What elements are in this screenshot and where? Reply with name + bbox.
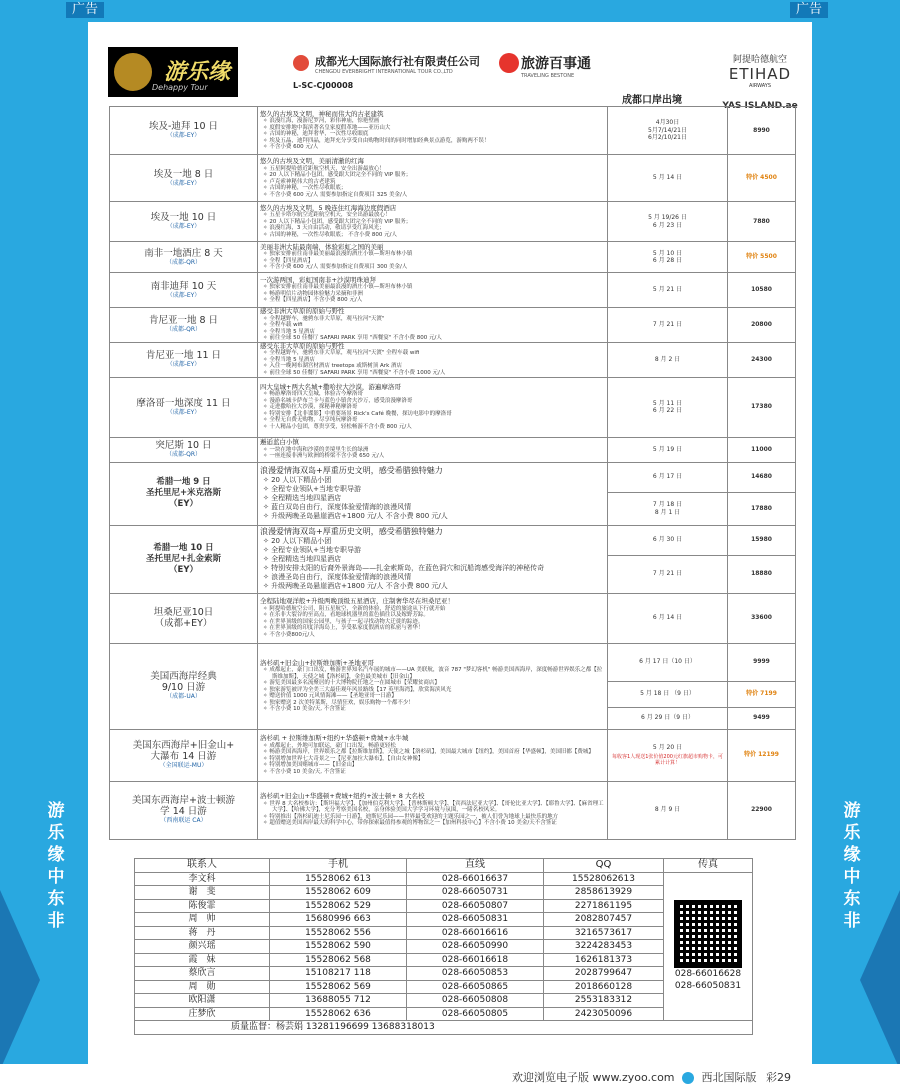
price: 7880 xyxy=(728,202,796,242)
license-number: L-SC-CJ00008 xyxy=(293,81,354,90)
airline-sub: AIRWAYS xyxy=(748,83,772,89)
route-name: 希腊一地 10 日 圣托里尼+扎金索斯 （EY） xyxy=(145,542,222,575)
route-feature: ✧ 不含小费 600 元/人 需要参加指定自费项目 300 美金/人 xyxy=(260,264,605,271)
route-name: 美国东西海岸+旧金山+ 大瀑布 14 日游 xyxy=(132,740,235,762)
route-title: 邂逅蓝白小镇 xyxy=(260,438,299,447)
route-name-cell[interactable] xyxy=(110,273,258,308)
route-feature: ✧ 独家游览被评为全美三大最佳观年风景路线【17 英里海湾】，欣赏海滨风光 xyxy=(260,687,605,694)
route-name: 美国西海岸经典 9/10 日游 xyxy=(150,671,217,693)
price: 11000 xyxy=(728,437,796,462)
departure-date: 8 月 2 日 xyxy=(608,342,728,377)
route-feature: ✧ 全程【四星酒店】 xyxy=(260,258,605,265)
contact-header-cell: 传真 xyxy=(664,859,753,873)
route-feature: ✧ 全程车载 wifi xyxy=(260,322,605,329)
departure-date: 5 月 14 日 xyxy=(608,155,728,202)
route-feature: ✧ 20 人以下精品小包团，感受跟大团完全不同的 VIP 服务； xyxy=(260,172,605,179)
price: 22900 xyxy=(728,781,796,839)
route-feature: ✧ 不含小费 10 美金/天, 不含签证 xyxy=(260,706,605,713)
company-name-en: CHENGDU EVERBRIGHT INTERNATIONAL TOUR CO.,LTD xyxy=(315,69,453,75)
route-feature: ✧ 一座连接非洲与欧洲的桥梁不含小费 650 元/人 xyxy=(260,453,605,460)
departure-date: 5 月 11 日 6 月 22 日 xyxy=(608,377,728,437)
price: 10580 xyxy=(728,273,796,308)
route-row xyxy=(110,643,796,681)
contact-header-cell: 直线 xyxy=(407,859,544,873)
route-feature: ✧ 独家赠送 2 次美特莱斯，尽情狂欢，娱乐购物一个都不少！ xyxy=(260,700,605,707)
route-desc xyxy=(258,525,608,593)
route-row xyxy=(110,308,796,343)
route-feature: ✧ 升级两晚圣岛悬崖酒店+1800 元/人 不含小费 800 元/人 xyxy=(260,582,605,591)
departure-date: 5 月 21 日 xyxy=(608,273,728,308)
contact-qq: 2018660128 xyxy=(544,980,664,994)
route-name: 肯尼亚一地 11 日 xyxy=(145,350,222,361)
route-name: 南非一地酒庄 8 天 xyxy=(144,247,223,259)
price: 18880 xyxy=(728,555,796,593)
contact-mobile: 15528062 613 xyxy=(270,872,407,886)
route-row xyxy=(110,462,796,492)
departure-date: 6 月 29 日（9 日） xyxy=(608,707,728,729)
route-row xyxy=(110,155,796,202)
brand-logo xyxy=(108,47,238,97)
departure-date: 7 月 21 日 xyxy=(608,308,728,343)
contact-phone: 028-66016618 xyxy=(407,953,544,967)
route-desc xyxy=(258,593,608,643)
route-feature: ✧ 不含小费 600 元/人 xyxy=(260,144,605,151)
footer xyxy=(0,1064,900,1087)
contact-name: 蒋 丹 xyxy=(135,926,270,940)
departure-date: 6 月 17 日 xyxy=(608,462,728,492)
footer-welcome: 欢迎浏览电子版 www.zyoo.com xyxy=(512,1071,675,1084)
contact-name: 李文科 xyxy=(135,872,270,886)
route-title: 浪漫爱情海双岛+厚重历史文明，感受希腊独特魅力 xyxy=(260,527,443,536)
brand-name: 游乐缘 xyxy=(164,60,231,85)
route-name: 美国东西海岸+波士顿游 学 14 日游 xyxy=(132,795,235,817)
route-code: （成都-QR） xyxy=(165,326,202,334)
contact-phone: 028-66016637 xyxy=(407,872,544,886)
route-title: 洛杉矶+旧金山+拉斯维加斯+圣地亚哥 xyxy=(260,658,374,667)
contact-qq: 2858613929 xyxy=(544,886,664,900)
contact-row xyxy=(135,913,753,927)
contact-name: 周 勋 xyxy=(135,980,270,994)
footer-edition: 西北国际版 xyxy=(701,1071,757,1084)
contact-phone: 028-66050865 xyxy=(407,980,544,994)
side-text-right: 游 乐 缘 中 东 非 xyxy=(843,801,861,931)
price: 33600 xyxy=(728,593,796,643)
contact-name: 周 帅 xyxy=(135,913,270,927)
price: 特价 7199 xyxy=(728,681,796,707)
route-code: （成都-EY） xyxy=(166,132,201,139)
route-feature: ✧ 全程当地 5 星酒店 xyxy=(260,329,605,336)
contact-phone: 028-66050831 xyxy=(407,913,544,927)
contact-mobile: 15528062 556 xyxy=(270,926,407,940)
contact-mobile: 15528062 590 xyxy=(270,940,407,954)
company-block xyxy=(293,53,493,90)
contact-qq: 2028799647 xyxy=(544,967,664,981)
route-feature: ✧ 五星卡塔尔航空近距航空机天，安全出游最放心！ xyxy=(260,212,605,219)
contact-qq: 3224283453 xyxy=(544,940,664,954)
route-title: 浪漫爱情海双岛+厚重历史文明，感受希腊独特魅力 xyxy=(260,466,443,475)
route-desc xyxy=(258,342,608,377)
company-name: 成都光大国际旅行社有限责任公司 xyxy=(315,55,480,68)
route-feature: ✧ 全程越野车，驰骋东非大草原，观马拉河"天渡" xyxy=(260,316,605,323)
route-feature: ✧ 20 人以下精品小团 xyxy=(260,537,605,546)
route-code: （成都-EY） xyxy=(166,179,201,187)
contact-header-cell: 联系人 xyxy=(135,859,270,873)
route-name-cell[interactable] xyxy=(110,643,258,729)
route-feature: ✧ 在世界顶级的国家公园里，与孩子一起寻找动物大迁徙的踪迹。 xyxy=(260,619,605,626)
contact-phone: 028-66050808 xyxy=(407,994,544,1008)
route-feature: ✧ 特别增加美国赌城市——【旧金山】 xyxy=(260,762,605,769)
route-feature: ✧ 超值赠送美国西岸最大的科学中心，带你探索最值得参观的博物馆之一【加州科技中心】不含小费 10 美金/天不含签证 xyxy=(260,820,605,827)
route-code: （全国联运-MU） xyxy=(159,762,208,769)
contact-qq: 1626181373 xyxy=(544,953,664,967)
departure-date: 7 月 21 日 xyxy=(608,555,728,593)
promo-note: 每收客1人现送1张价值200元红旗超市购物卡，可累计计算！ xyxy=(612,754,723,767)
route-title: 悠久的古埃及文明，神秘而伟大的古老建筑 xyxy=(260,109,384,118)
departure-date: 5 月 10 日 6 月 28 日 xyxy=(608,242,728,273)
route-feature: ✧ 漫游名城卡萨布兰卡与蓝色小镇舍夫沙万，感受浪漫摩洛哥 xyxy=(260,398,605,405)
route-code: （成都-EY） xyxy=(166,291,201,299)
route-title: 洛杉矶+旧金山+华盛顿+费城+纽约+波士顿+ 8 大名校 xyxy=(260,792,425,801)
ad-label-right: 广告 xyxy=(790,2,828,18)
contact-mobile: 13688055 712 xyxy=(270,994,407,1008)
contact-mobile: 15528062 609 xyxy=(270,886,407,900)
route-row xyxy=(110,242,796,273)
contact-row xyxy=(135,940,753,954)
contact-table xyxy=(134,858,753,1035)
route-name-cell[interactable] xyxy=(110,155,258,202)
contact-mobile: 15528062 568 xyxy=(270,953,407,967)
route-name: 坦桑尼亚10日 （成都+EY） xyxy=(153,607,214,629)
side-decoration-left xyxy=(0,890,40,1070)
route-feature: ✧ 全程无自费无购物，尽享纯玩摩洛哥 xyxy=(260,417,605,424)
route-desc xyxy=(258,781,608,839)
side-text-left: 游 乐 缘 中 东 非 xyxy=(47,801,65,931)
route-row xyxy=(110,202,796,242)
price: 15980 xyxy=(728,525,796,555)
route-feature: ✧ 特别安排太阳的后裔外景海岛——扎金索斯岛，在蓝色洞穴和沉船湾感受海洋的神秘传奇 xyxy=(260,564,605,573)
route-name-cell[interactable] xyxy=(110,308,258,343)
route-desc xyxy=(258,643,608,729)
route-feature: ✧ 在乐非大裂谷的至高点，看地球机器里的蓝色插往以及嫁野芳踪。 xyxy=(260,612,605,619)
route-feature: ✧ 畅游明信片动物园体验魅力采摘和非洲 xyxy=(260,291,605,298)
route-row xyxy=(110,377,796,437)
route-title: 感受东非大草原的原始与野性 xyxy=(260,341,345,350)
route-feature: ✧ 赠送价值 1000 元风情海滩——【圣地亚哥一日游】 xyxy=(260,693,605,700)
contact-row xyxy=(135,872,753,886)
route-desc xyxy=(258,308,608,343)
route-feature: ✧ 全程精选当地四星酒店 xyxy=(260,555,605,564)
route-code: （西南联运 CA） xyxy=(160,817,207,824)
route-feature: ✧ 古国的神秘，一次性尽收眼底； xyxy=(260,185,605,192)
departure-date: 8 月 9 日 xyxy=(608,781,728,839)
contact-name: 欧阳潇 xyxy=(135,994,270,1008)
route-desc xyxy=(258,437,608,462)
route-feature: ✧ 全程越野车，驰骋东非大草原，观马拉河"天渡" 全程车载 wifi xyxy=(260,350,605,357)
route-name-cell[interactable] xyxy=(110,242,258,273)
route-feature: ✧ 走进撒哈拉大沙漠，探秘神秘摩洛哥 xyxy=(260,404,605,411)
contact-phone: 028-66050805 xyxy=(407,1007,544,1021)
route-name: 希腊一地 9 日 圣托里尼+米克洛斯 （EY） xyxy=(145,477,222,509)
qr-code-icon xyxy=(674,900,742,968)
route-name-cell[interactable] xyxy=(110,342,258,377)
route-feature: ✧ 古国的神秘，一次性尽收眼底； 不含小费 800 元/人 xyxy=(260,232,605,239)
contact-row xyxy=(135,953,753,967)
contact-row xyxy=(135,980,753,994)
route-name: 埃及一地 10 日 xyxy=(150,212,217,223)
departure-date: 5 月 19 日 xyxy=(608,437,728,462)
route-title: 四大皇城+两大名城+撒哈拉大沙漠，游遍摩洛哥 xyxy=(260,382,401,391)
route-feature: ✧ 十人精品小包团，尊贵享受，轻松畅游不含小费 800 元/人 xyxy=(260,424,605,431)
route-name-cell[interactable] xyxy=(110,202,258,242)
contact-name: 谢 斐 xyxy=(135,886,270,900)
route-feature: ✧ 升级两晚圣岛悬崖酒店+1800 元/人 不含小费 800 元/人 xyxy=(260,512,605,521)
route-code: （成都-QR） xyxy=(165,451,202,458)
route-feature: ✧ 世界 8 大名校参访：【斯坦福大学】、【加州伯克利大学】、【普林斯顿大学】、【宾西法尼亚大学】、【哥伦比亚大学】、【耶鲁大学】、【麻省理工大学】、【哈佛大学】，充分考察美国名校，亲身体验美国大学学习环境与氛围，一睹名校风采。 xyxy=(260,801,605,814)
contact-row xyxy=(135,899,753,913)
contact-mobile: 15528062 636 xyxy=(270,1007,407,1021)
price: 特价 5500 xyxy=(728,242,796,273)
route-feature: ✧ 全程【四星酒店】不含小费 800 元/人 xyxy=(260,297,605,304)
route-code: （成都-EY） xyxy=(166,361,201,368)
route-title: 悠久的古埃及文明，美丽清澈的红海 xyxy=(260,157,364,165)
route-name: 南非迪拜 10 天 xyxy=(150,280,217,292)
company-logo-icon xyxy=(293,55,309,71)
route-name: 肯尼亚一地 8 日 xyxy=(148,315,219,327)
price: 24300 xyxy=(728,342,796,377)
contact-qq: 2082807457 xyxy=(544,913,664,927)
contact-qq: 3216573617 xyxy=(544,926,664,940)
route-title: 一次游两国，彩虹国南非+沙漠明珠迪拜 xyxy=(260,275,376,284)
contact-header xyxy=(135,859,753,873)
route-feature: ✧ 不含小费 600 元/人 需要参加指定自费项目 325 美金/人 xyxy=(260,192,605,199)
route-title: 感受非洲大草原的原始与野性 xyxy=(260,307,345,315)
ad-page xyxy=(88,22,812,1064)
contact-name: 陈俊霏 xyxy=(135,899,270,913)
departure-date xyxy=(608,729,728,781)
route-code: （成都-QR） xyxy=(165,258,202,266)
departure-date: 6 月 17 日（10 日） xyxy=(608,643,728,681)
ad-label-left: 广告 xyxy=(66,2,104,18)
route-feature: ✧ 不含小费800元/人 xyxy=(260,632,605,639)
route-feature: ✧ 埃及五晶，迪拜四晶，迪拜充分享受自由购物时间的同时增加经典景点游览，游购两不误！ xyxy=(260,138,605,145)
price: 特价 12199 xyxy=(728,729,796,781)
route-row xyxy=(110,107,796,155)
route-feature: ✧ 前往全球 50 佳餐厅 SAFARI PARK 享用 "西餐宴" 不含小费 1000 元/人 xyxy=(260,370,605,377)
route-name-cell[interactable] xyxy=(110,781,258,839)
route-feature: ✧ 浪漫红海，漫游尼罗河，彩伟神庙，惊艳壁画 xyxy=(260,118,605,125)
route-row xyxy=(110,525,796,555)
route-feature: ✧ 阿提哈德航空公司，阻五星航空，全新的体验，舒适的旅途从下行就开始 xyxy=(260,606,605,613)
route-feature: ✧ 不含小费 10 美金/天, 不含签证 xyxy=(260,769,605,776)
price: 9499 xyxy=(728,707,796,729)
contact-phone: 028-66016616 xyxy=(407,926,544,940)
route-feature: ✧ 特别推出【洛杉矶迪士尼乐园一日游】，迪斯尼乐园——世界最受欢迎的主题乐园之一，被人们誉为地球上最快乐的地方 xyxy=(260,814,605,821)
route-feature: ✧ 浪漫圣岛自由行，深度体验爱情海的浪漫风情 xyxy=(260,573,605,582)
price: 特价 4500 xyxy=(728,155,796,202)
route-feature: ✧ 一块在地中海和沙漠的美境里生长的绿洲 xyxy=(260,447,605,454)
route-name-cell[interactable] xyxy=(110,107,258,155)
route-feature: ✧ 独家安排前往南非最美丽最浪漫的酒庄小镇—斯坦布林小镇 xyxy=(260,284,605,291)
route-feature: ✧ 成都起止，豪门口出发，畅游世界知名汽车展的城市——UA 美联航，波音 787 "梦幻客机" 畅游美国西海岸，深度畅游世界娱乐之都【拉斯维加斯】，天使之城【洛杉矶】，金色最美城市【旧金山】 xyxy=(260,667,605,680)
contact-name: 颜兴瑶 xyxy=(135,940,270,954)
contact-row xyxy=(135,926,753,940)
departure-date: 7 月 18 日 8 月 1 日 xyxy=(608,492,728,525)
route-name: 摩洛哥一地深度 11 日 xyxy=(136,397,231,409)
airline-name-cn: 阿提哈德航空 xyxy=(732,55,787,65)
route-row xyxy=(110,729,796,781)
fax-number: 028-66016628 xyxy=(674,968,742,979)
route-feature: ✧ 独家安排前往南非最美丽最浪漫的酒庄小镇—斯坦布林小镇 xyxy=(260,251,605,258)
route-title: 悠久的古埃及文明，5 晚连住红海海边度假酒店 xyxy=(260,203,397,212)
yas-island: YAS ISLAND.ae xyxy=(722,101,798,111)
contact-header-cell: 手机 xyxy=(270,859,407,873)
route-title: 洛杉矶 + 拉斯维加斯+纽约+华盛顿+费城+水牛城 xyxy=(260,734,409,742)
route-feature: ✧ 全程当地 5 星酒店 xyxy=(260,357,605,364)
contact-qq: 2271861195 xyxy=(544,899,664,913)
brand-name-en: Dehappy Tour xyxy=(152,83,208,92)
route-feature: ✧ 畅游美国西海岸，世界娱乐之都【拉斯维加斯】，天使之城【洛杉矶】，美国最大城市【纽约】，美国首府【华盛顿】，美国旧都【费城】 xyxy=(260,749,605,756)
route-desc xyxy=(258,242,608,273)
route-feature: ✧ 20 人以下精品小包团，感受跟大团完全不同的 VIP 服务； xyxy=(260,219,605,226)
contact-qq: 2553183312 xyxy=(544,994,664,1008)
route-desc xyxy=(258,273,608,308)
route-table xyxy=(109,106,796,840)
magazine-name: 旅游百事通 xyxy=(521,56,591,72)
route-feature: ✧ 游览美国最多名流聚居的十大博物院任地之一在圆城市【荣耀贫商店】 xyxy=(260,680,605,687)
price: 9999 xyxy=(728,643,796,681)
route-name: 突尼斯 10 日 xyxy=(155,440,212,451)
route-name-cell[interactable] xyxy=(110,462,258,525)
route-name: 埃及-迪拜 10 日 xyxy=(148,121,219,132)
route-feature: ✧ 20 人以下精品小团 xyxy=(260,476,605,485)
contact-name: 蔡欣言 xyxy=(135,967,270,981)
departure-date: 5 月 18 日 （9 日） xyxy=(608,681,728,707)
route-title: 全程陆地观洋般+升级两晚顶级五星酒店，庄制奢华尽在坦桑尼亚！ xyxy=(260,597,454,605)
route-row xyxy=(110,342,796,377)
fax-number: 028-66050831 xyxy=(674,981,742,992)
price: 17880 xyxy=(728,492,796,525)
route-feature: ✧ 前往全球 50 佳餐厅 SAFARI PARK 享用 "西餐宴" 不含小费 800 元/人 xyxy=(260,335,605,342)
contact-mobile: 15528062 529 xyxy=(270,899,407,913)
route-feature: ✧ 古国的神秘，迪拜奢华，一次性尽收眼底 xyxy=(260,131,605,138)
route-name: 埃及一地 8 日 xyxy=(153,168,214,180)
route-desc xyxy=(258,377,608,437)
contact-header-cell: QQ xyxy=(544,859,664,873)
route-feature: ✧ 畅游摩洛哥四大皇城，体验古今摩洛哥 xyxy=(260,391,605,398)
route-feature: ✧ 全程专业领队+当地专职导游 xyxy=(260,546,605,555)
contact-phone: 028-66050990 xyxy=(407,940,544,954)
airline-name: ETIHAD xyxy=(728,65,792,83)
contact-mobile: 15528062 569 xyxy=(270,980,407,994)
horse-icon xyxy=(114,53,152,91)
route-name-cell[interactable] xyxy=(110,377,258,437)
contact-phone: 028-66050853 xyxy=(407,967,544,981)
zyoo-logo-icon xyxy=(682,1072,694,1084)
route-feature: ✧ 五星阿提哈德近距航空机天，安全出游最放心！ xyxy=(260,166,605,173)
route-code: （成都-EY） xyxy=(166,408,201,416)
price: 14680 xyxy=(728,462,796,492)
route-row xyxy=(110,781,796,839)
route-name-cell[interactable] xyxy=(110,525,258,593)
departure-date: 6 月 14 日 xyxy=(608,593,728,643)
route-feature: ✧ 度假安排地中海滨著名皇家度假革地——亚历山大 xyxy=(260,125,605,132)
depart-label: 成都口岸出境 xyxy=(622,95,682,106)
route-feature: ✧ 入住一晚网布湖宫材酒店 treetops 或斯树顶 Ark 酒店 xyxy=(260,363,605,370)
route-feature: ✧ 全程专业领队+当地专职导游 xyxy=(260,485,605,494)
departure-date: 4月30日 5月7/14/21日 6月2/10/21日 xyxy=(608,107,728,155)
contact-qq: 15528062613 xyxy=(544,872,664,886)
route-desc xyxy=(258,107,608,155)
route-desc xyxy=(258,202,608,242)
departure-date: 6 月 30 日 xyxy=(608,525,728,555)
contact-qq: 2423050096 xyxy=(544,1007,664,1021)
route-row xyxy=(110,273,796,308)
route-code: （成都-UA） xyxy=(166,693,201,700)
route-code: （成都-EY） xyxy=(166,223,201,230)
contact-name: 霞 妹 xyxy=(135,953,270,967)
route-row xyxy=(110,593,796,643)
route-title: 美丽非洲大陆最南端，体验彩虹之国的美丽 xyxy=(260,242,384,251)
top-bar xyxy=(0,0,900,20)
magazine-name-en: TRAVELING BESTONE xyxy=(521,73,575,79)
route-feature: ✧ 在世界顶级的印度洋海岛上，享受私家度假酒店的私密与奢华！ xyxy=(260,625,605,632)
contact-row xyxy=(135,967,753,981)
route-row xyxy=(110,437,796,462)
route-feature: ✧ 成都起止，外地可加联运，豪门口出发，畅游更轻松 xyxy=(260,743,605,750)
price: 8990 xyxy=(728,107,796,155)
airline-logo xyxy=(720,52,800,111)
supervise-text: 质量监督：杨芸娟 13281196699 13688318013 xyxy=(135,1021,753,1035)
fax-cell xyxy=(664,872,753,1021)
route-feature: ✧ 蓝白双岛自由行，深度体验爱情海的浪漫风情 xyxy=(260,503,605,512)
route-feature: ✧ 全程精选当地四星酒店 xyxy=(260,494,605,503)
departure-date: 5 月 19/26 日 6 月 23 日 xyxy=(608,202,728,242)
route-feature: ✧ 卢克索神秘伟大的古老建筑 xyxy=(260,179,605,186)
route-feature: ✧ 特别增加世界七大奇景之一【尼亚加拉大瀑布】，【自由女神像】 xyxy=(260,756,605,763)
footer-page: 彩29 xyxy=(766,1071,792,1084)
route-feature: ✧ 浪漫红海，3 天自由活动，敬请享受红海风光； xyxy=(260,225,605,232)
price: 17380 xyxy=(728,377,796,437)
route-name-cell[interactable] xyxy=(110,593,258,643)
route-desc xyxy=(258,729,608,781)
price: 20800 xyxy=(728,308,796,343)
contact-row xyxy=(135,994,753,1008)
route-name-cell[interactable] xyxy=(110,437,258,462)
route-desc xyxy=(258,155,608,202)
contact-row xyxy=(135,886,753,900)
route-desc xyxy=(258,462,608,525)
contact-phone: 028-66050731 xyxy=(407,886,544,900)
route-name-cell[interactable] xyxy=(110,729,258,781)
contact-mobile: 15108217 118 xyxy=(270,967,407,981)
contact-mobile: 15680996 663 xyxy=(270,913,407,927)
contact-row xyxy=(135,1007,753,1021)
magazine-icon xyxy=(499,53,519,73)
supervise-row xyxy=(135,1021,753,1035)
magazine-logo xyxy=(521,53,631,79)
date-text: 5 月 20 日 xyxy=(652,743,683,751)
contact-name: 庄梦欣 xyxy=(135,1007,270,1021)
contact-phone: 028-66050807 xyxy=(407,899,544,913)
route-feature: ✧ 特别安排【北非谍影】中重要场景 Rick's Café 晚餐，探访电影中的摩洛哥 xyxy=(260,411,605,418)
